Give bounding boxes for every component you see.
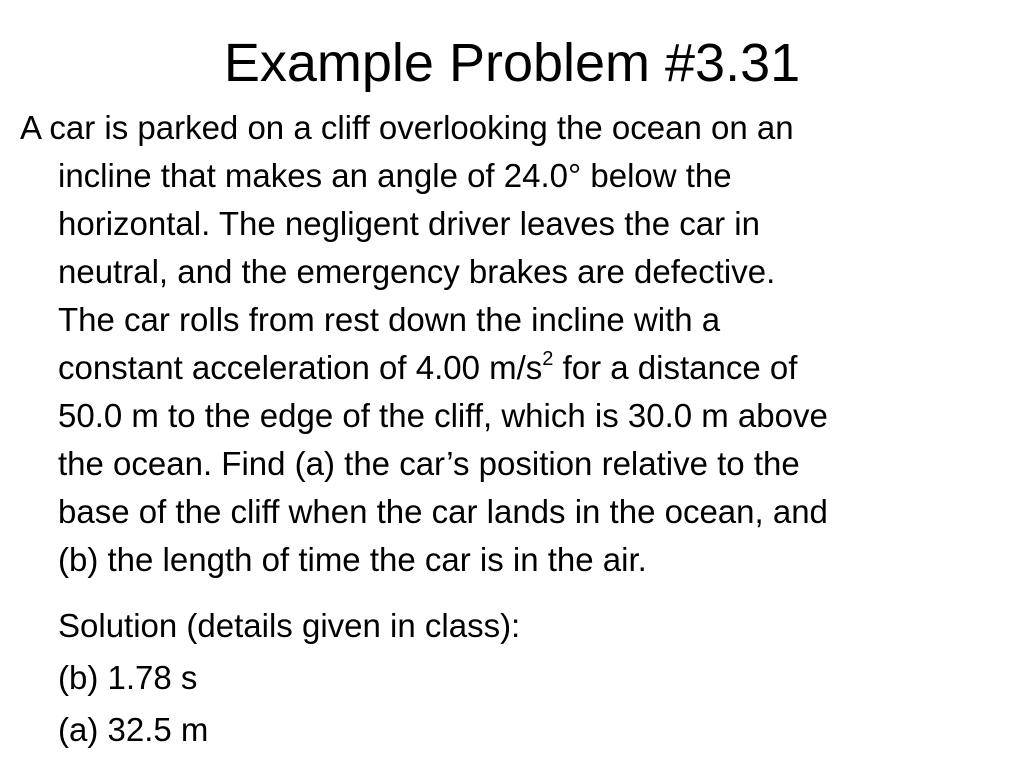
problem-line: The car rolls from rest down the incline with a xyxy=(58,301,721,338)
problem-line: the ocean. Find (a) the car’s position relative to the xyxy=(58,445,800,482)
answer-b: (b) 1.78 s xyxy=(58,659,198,696)
answer-a: (a) 32.5 m xyxy=(58,711,209,748)
problem-statement xyxy=(20,104,1010,584)
acceleration-text-end: for a distance of xyxy=(553,349,798,386)
problem-line: neutral, and the emergency brakes are defective. xyxy=(58,253,776,290)
problem-line: incline that makes an angle of 24.0° below the xyxy=(58,157,732,194)
solution-block xyxy=(58,600,520,756)
problem-line: A car is parked on a cliff overlooking the ocean on an xyxy=(20,109,794,146)
problem-line: (b) the length of time the car is in the air. xyxy=(58,541,647,578)
slide-title: Example Problem #3.31 xyxy=(223,33,801,93)
solution-heading: Solution (details given in class): xyxy=(58,607,521,644)
problem-line: base of the cliff when the car lands in the ocean, and xyxy=(58,493,828,530)
problem-line: horizontal. The negligent driver leaves the car in xyxy=(58,205,760,242)
problem-line-acceleration xyxy=(20,344,1010,392)
problem-line: 50.0 m to the edge of the cliff, which is 30.0 m above xyxy=(58,397,828,434)
acceleration-text: constant acceleration of 4.00 m/s xyxy=(58,349,543,386)
exponent-superscript: 2 xyxy=(542,348,554,370)
